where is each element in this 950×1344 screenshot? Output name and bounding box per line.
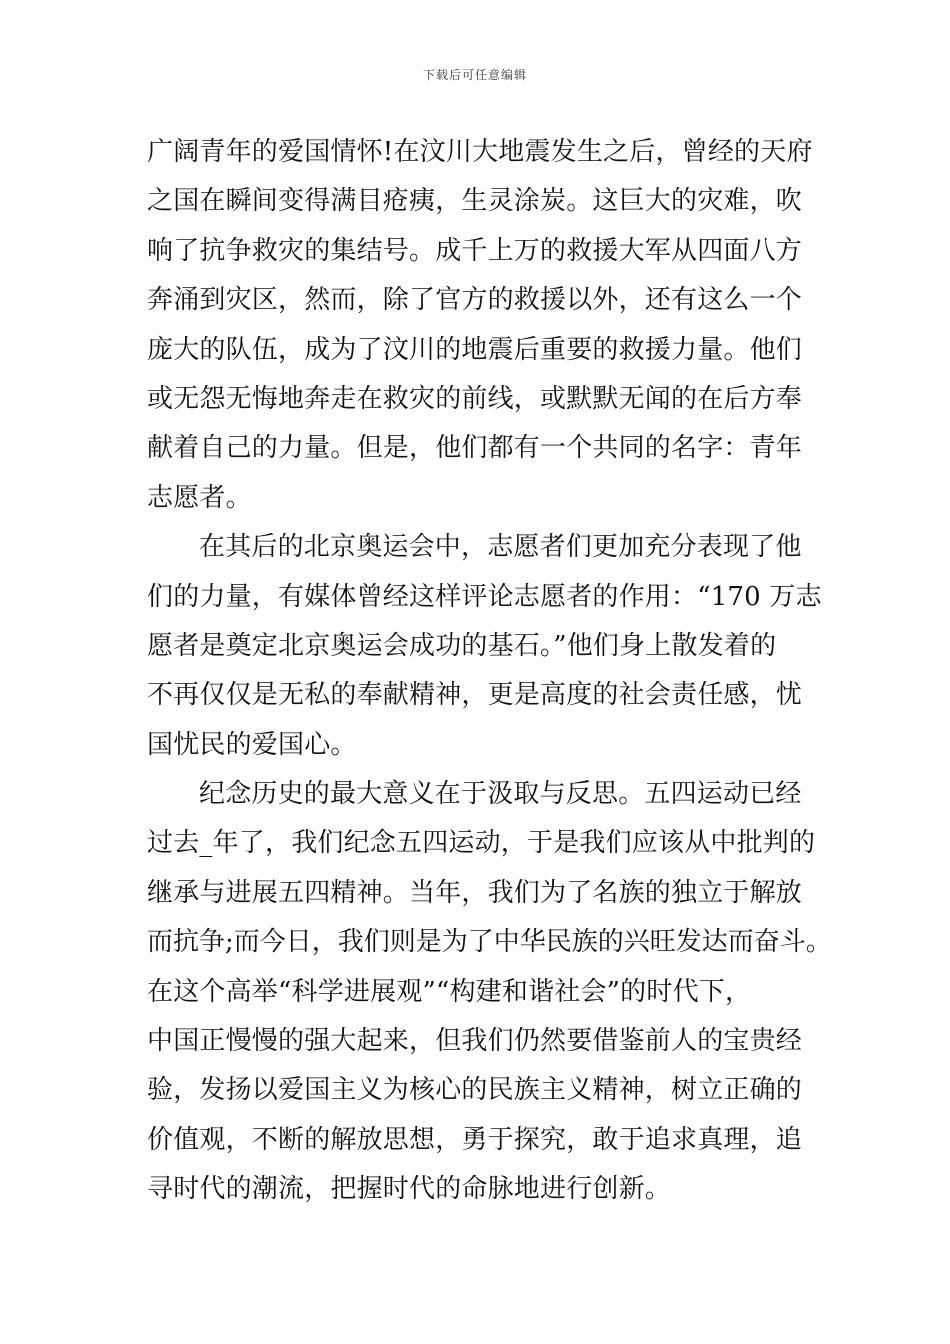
page-header: 下载后可任意编辑 — [422, 68, 527, 82]
text-line: 不再仅仅是无私的奉献精神，更是高度的社会责任感，忧 — [147, 680, 803, 711]
text-line: 在这个高举“科学进展观”“构建和谐社会”的时代下， — [147, 976, 752, 1007]
text-line: 继承与进展五四精神。当年，我们为了名族的独立于解放 — [147, 877, 803, 908]
text-line: 奔涌到灾区，然而，除了官方的救援以外，还有这么一个 — [147, 285, 803, 316]
text-line: 中国正慢慢的强大起来，但我们仍然要借鉴前人的宝贵经 — [147, 1026, 803, 1057]
document-body — [147, 128, 832, 1215]
paragraph-first-line: 在其后的北京奥运会中，志愿者们更加充分表现了他 — [199, 532, 802, 563]
text-line: 国忧民的爱国心。 — [147, 729, 357, 760]
text-line: 或无怨无悔地奔走在救灾的前线，或默默无闻的在后方奉 — [147, 383, 803, 414]
text-line: 庞大的队伍，成为了汶川的地震后重要的救援力量。他们 — [147, 334, 803, 365]
text-line: 寻时代的潮流，把握时代的命脉地进行创新。 — [147, 1174, 672, 1205]
text-line: 价值观，不断的解放思想，勇于探究，敢于追求真理，追 — [147, 1124, 803, 1155]
text-line: 广阔青年的爱国情怀!在汶川大地震发生之后，曾经的天府 — [147, 137, 813, 167]
text-line: 志愿者。 — [147, 482, 252, 513]
text-line: 献着自己的力量。但是，他们都有一个共同的名字：青年 — [147, 433, 803, 464]
paragraph-first-line: 纪念历史的最大意义在于汲取与反思。五四运动已经 — [199, 779, 802, 810]
text-line: 之国在瞬间变得满目疮痍，生灵涂炭。这巨大的灾难，吹 — [147, 186, 803, 217]
text-line: 验，发扬以爱国主义为核心的民族主义精神，树立正确的 — [147, 1075, 803, 1106]
text-line: 们的力量，有媒体曾经这样评论志愿者的作用：“170 万志 — [147, 581, 822, 612]
text-line: 而抗争;而今日，我们则是为了中华民族的兴旺发达而奋斗。 — [147, 927, 832, 958]
text-line: 响了抗争救灾的集结号。成千上万的救援大军从四面八方 — [147, 235, 803, 266]
text-line: 过去_年了，我们纪念五四运动，于是我们应该从中批判的 — [147, 828, 816, 859]
text-line: 愿者是奠定北京奥运会成功的基石。”他们身上散发着的 — [147, 630, 777, 661]
